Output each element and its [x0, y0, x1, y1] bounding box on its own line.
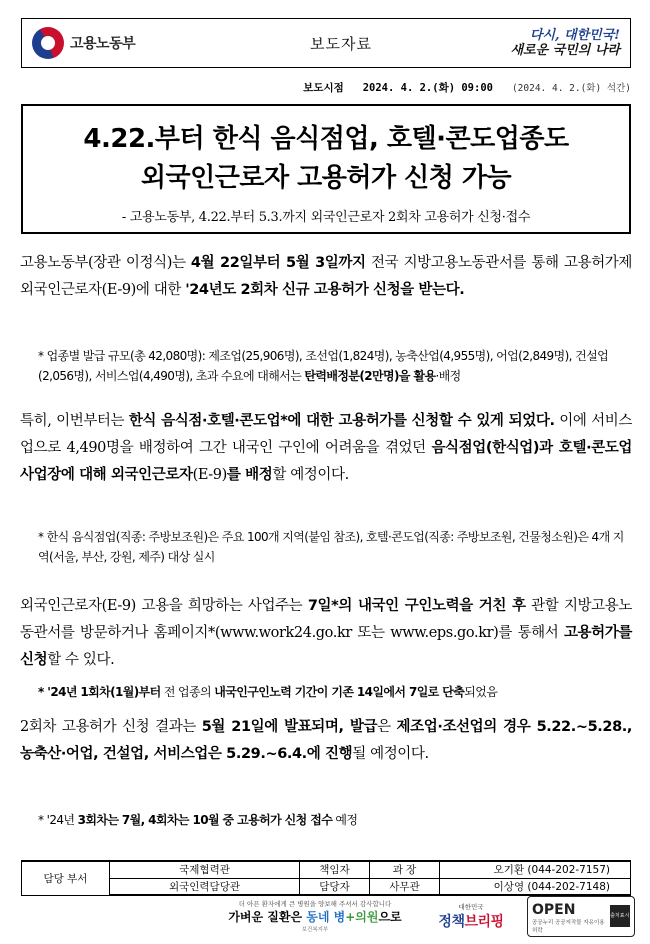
header [21, 18, 631, 68]
body-text: 이에 서비스업으로 4,490명을 배정하여 그간 내국인 구인에 어려움을 겪었던 [20, 413, 632, 456]
paragraph-1 [20, 250, 632, 304]
release-embargo: (2024. 4. 2.(화) 석간) [511, 83, 631, 94]
slogan-line-2: 새로운 국민의 나라 [510, 43, 620, 58]
slogan-line-1: 다시, 대한민국! [529, 28, 620, 43]
briefing-big [424, 911, 519, 931]
body-text: ·배정 [435, 369, 461, 383]
title-2: 사무관 [370, 878, 440, 895]
body-text: 2회차 고용허가 신청 결과는 [20, 719, 202, 735]
emphasis-text: 를 배정 [226, 467, 273, 483]
paragraph-3 [20, 593, 632, 674]
emphasis-text: 한식 음식점·호텔·콘도업*에 대한 고용허가를 신청할 수 있게 되었다. [128, 413, 555, 429]
release-label: 보도시점 [303, 82, 344, 94]
emphasis-text: 5월 21일에 발표되며, 발급 [201, 719, 378, 735]
body-text: 특히, 이번부터는 [20, 413, 129, 429]
briefing-big-part-2: 브리핑 [464, 913, 504, 930]
headline-line-1: 4.22.부터 한식 음식점업, 호텔·콘도업종도 [83, 124, 569, 154]
kogl-open-logo [527, 896, 635, 937]
dept-label: 담당 부서 [22, 861, 110, 895]
role-2: 담당자 [300, 878, 370, 895]
emphasis-text: 음식점업(한식업)과 호텔·콘도업 사업장에 대해 외국인근로자 [20, 440, 632, 483]
footnote-4 [38, 810, 632, 830]
person-2: 이상영 (044-202-7148) [440, 878, 631, 895]
logo-text: 고용노동부 [70, 36, 136, 52]
body-text: * 업종별 발급 규모(총 42,080명): 제조업(25,906명), 조선업(1,824명), 농축산업(4,955명), 어업(2,849명), 건설업(2,056명), 서비스업(4,490명), 초과 수요에 대해서는 [38, 349, 609, 383]
open-word: OPEN [532, 901, 576, 918]
paragraph-2 [20, 408, 632, 489]
body-text: 은 [377, 719, 397, 735]
taegeuk-emblem-icon [32, 27, 64, 59]
body-text: 되었음 [464, 685, 498, 699]
emphasis-text: 제조업·조선업의 경우 5.22.~5.28., 농축산·어업, 건설업, 서비스업은 5.29.~6.4.에 진행 [20, 719, 632, 762]
body-text: 전국 지방고용노동관서를 통해 고용허가제 외국인근로자(E-9)에 대한 [20, 255, 633, 298]
emphasis-text: 고용허가를 신청 [20, 625, 632, 668]
body-text: 예정 [332, 813, 358, 827]
person-1: 오기환 (044-202-7157) [440, 861, 631, 878]
body-text: 전 업종의 [160, 685, 215, 699]
attribution-badge-icon: 출처표시 [610, 905, 631, 927]
dept-1: 국제협력관 [110, 861, 300, 878]
contact-table [21, 860, 631, 896]
release-time [21, 80, 631, 95]
policy-briefing-logo [424, 902, 519, 931]
body-text: * 한식 음식점업(직종: 주방보조원)은 주요 100개 지역(붙임 참조), 호텔·콘도업(직종: 주방보조원, 건물청소원)은 4개 지역(서울, 부산, 강원, 제주) 대상 실시 [38, 530, 624, 564]
dept-2: 외국인력담당관 [110, 878, 300, 895]
emphasis-text: 탄력배정분(2만명)을 활용 [304, 369, 436, 383]
footnote-3 [38, 682, 632, 702]
body-text: 할 예정이다. [272, 467, 349, 483]
ministry-logo [22, 27, 222, 59]
banner-small-text: 더 아픈 환자에게 큰 병원을 양보해 주셔서 감사합니다 [238, 900, 392, 908]
emphasis-text: 내국인구인노력 기간이 기존 14일에서 7일로 단축 [214, 685, 465, 699]
briefing-big-part-1: 정책 [438, 913, 465, 930]
footnote-1 [38, 346, 632, 386]
briefing-small: 대한민국 [458, 902, 484, 911]
body-text: 외국인근로자(E-9) 고용을 희망하는 사업주는 [20, 598, 308, 614]
footer-banners [215, 893, 635, 939]
banner-headline-part-2: 동네 병 [306, 910, 346, 924]
headline-box [21, 104, 631, 234]
body-text: 될 예정이다. [352, 746, 429, 762]
open-sub: 공공누리 공공저작물 자유이용허락 [532, 919, 605, 934]
contact-row-1 [22, 861, 631, 878]
body-text: (E-9) [192, 467, 227, 483]
subheadline: - 고용노동부, 4.22.부터 5.3.까지 외국인근로자 2회차 고용허가 신청·접수 [121, 210, 531, 225]
banner-headline [215, 908, 415, 925]
body-text: 고용노동부(장관 이정식)는 [20, 255, 191, 271]
release-datetime: 2024. 4. 2.(화) 09:00 [362, 82, 493, 94]
paragraph-4 [20, 714, 632, 768]
banner-tiny-text: 보건복지부 [301, 927, 329, 933]
banner-headline-part-1: 가벼운 질환은 [228, 910, 307, 924]
banner-headline-part-4: 으로 [378, 910, 402, 924]
open-text-block [532, 899, 610, 934]
emphasis-text: 7일*의 내국인 구인노력을 거친 후 [307, 598, 526, 614]
footnote-2 [38, 527, 632, 567]
emphasis-text: * '24년 1회차(1월)부터 [38, 685, 161, 699]
slogan [460, 28, 630, 58]
headline-line-2: 외국인근로자 고용허가 신청 가능 [140, 163, 512, 193]
emphasis-text: 4월 22일부터 5월 3일까지 [190, 255, 366, 271]
document-type: 보도자료 [310, 34, 372, 53]
health-campaign-banner [215, 899, 415, 933]
emphasis-text: '24년도 2회차 신규 고용허가 신청을 받는다. [185, 282, 465, 298]
body-text: 관할 지방고용노동관서를 방문하거나 홈페이지*(www.work24.go.kr 또는 www.eps.go.kr)를 통해서 [20, 598, 632, 641]
banner-headline-part-3: +의원 [345, 910, 379, 924]
emphasis-text: 3회차는 7월, 4회차는 10월 중 고용허가 신청 접수 [77, 813, 333, 827]
role-1: 책임자 [300, 861, 370, 878]
title-1: 과 장 [370, 861, 440, 878]
body-text: * '24년 [38, 813, 78, 827]
body-text: 할 수 있다. [47, 652, 115, 668]
